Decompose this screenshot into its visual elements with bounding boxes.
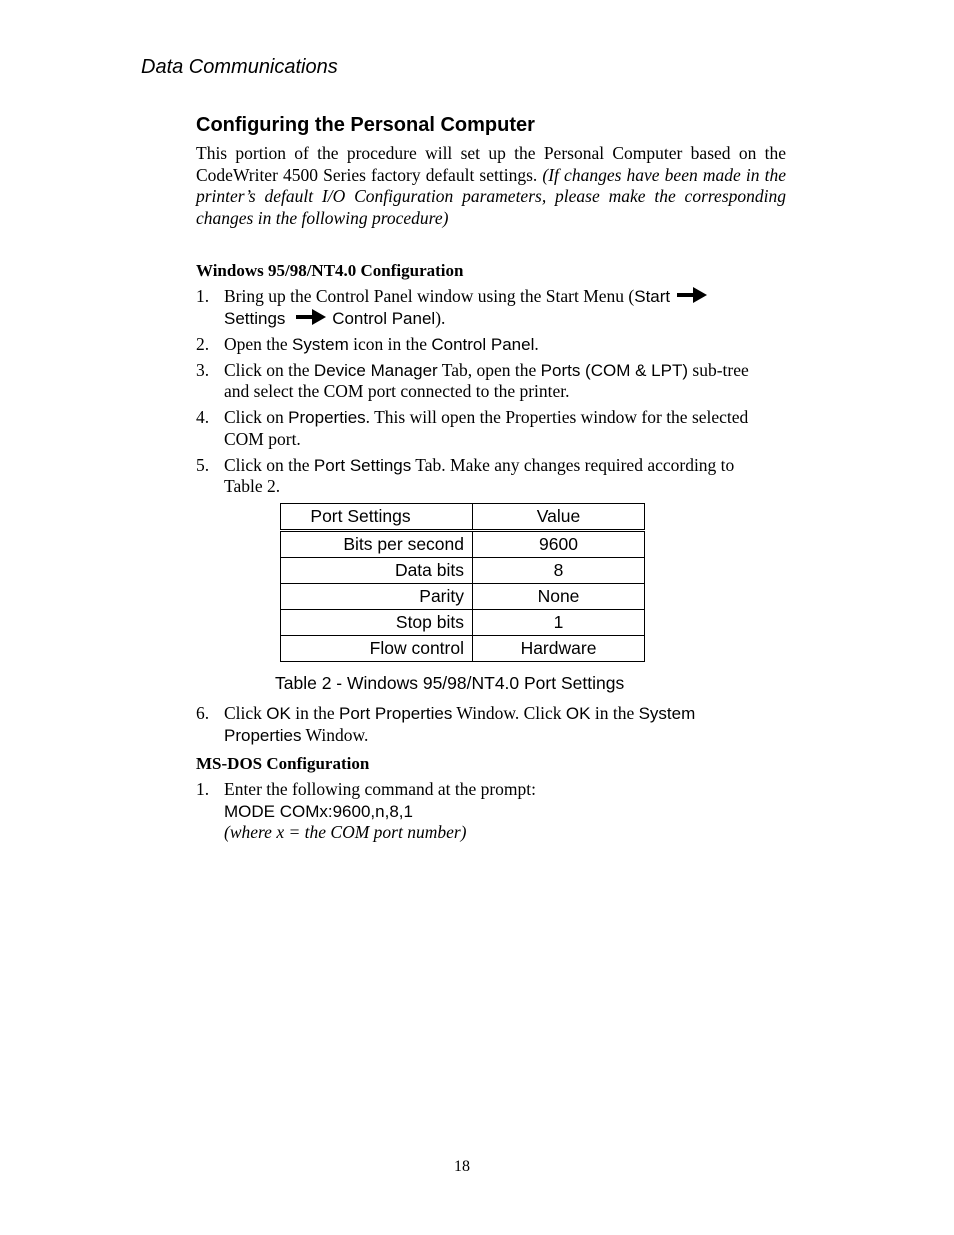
ui-control-panel: Control Panel [431, 334, 535, 354]
table-row [281, 584, 645, 610]
running-header: Data Communications [141, 56, 338, 78]
step-text-end: Window. [301, 724, 369, 745]
dos-heading: MS-DOS Configuration [196, 754, 370, 774]
step-text: Open the [224, 333, 293, 354]
table-cell: Flow control [281, 636, 473, 662]
command-text: MODE COMx:9600,n,8,1 [224, 801, 413, 821]
step-4 [196, 407, 774, 450]
ui-device-manager: Device Manager [313, 360, 438, 380]
table-cell: Data bits [281, 558, 473, 584]
step-text-end: . [534, 333, 539, 354]
ui-settings: Settings [224, 308, 286, 328]
step-text: Click on the [224, 454, 314, 475]
main-content [196, 112, 786, 848]
step-number: 5. [196, 454, 210, 475]
ui-control-panel: Control Panel [332, 308, 436, 328]
step-number: 3. [196, 359, 210, 380]
right-arrow-icon [296, 309, 326, 325]
ui-port-properties: Port Properties [338, 704, 453, 724]
ui-ok: OK [266, 704, 291, 724]
table-cell: Stop bits [281, 610, 473, 636]
step-number: 6. [196, 703, 210, 724]
step-text: in the [290, 703, 339, 724]
intro-text: This portion of the procedure will set up the Personal Computer based on the CodeWriter 4500 Series factory default settings. [196, 143, 786, 185]
step-text: in the [590, 703, 639, 724]
step-number: 1. [196, 286, 210, 307]
step-number: 2. [196, 333, 210, 354]
intro-italic-note: (If changes have been made in the printer’s default I/O Configuration parameters, please make the corresponding changes in the following procedure) [196, 164, 786, 228]
table-header-row [281, 504, 645, 531]
step-2 [196, 334, 774, 355]
table-header: Value [473, 504, 645, 531]
ui-ok: OK [565, 704, 591, 724]
ui-ports: Ports (COM & LPT) [540, 360, 689, 380]
ui-properties: Properties [288, 408, 366, 428]
step-text: Click [224, 703, 267, 724]
table-cell: Parity [281, 584, 473, 610]
table-row [281, 610, 645, 636]
step-number: 1. [196, 779, 210, 800]
step-text-end: Tab. Make any changes required according to Table 2. [224, 454, 735, 496]
section-title: Configuring the Personal Computer [196, 114, 535, 136]
table-cell: None [473, 584, 645, 610]
step-3 [196, 360, 774, 403]
windows-steps [196, 286, 786, 497]
dos-step-1 [196, 779, 774, 843]
step-text: icon in the [348, 333, 432, 354]
step-5 [196, 455, 774, 498]
step-text: Click on [224, 407, 289, 428]
intro-paragraph [196, 143, 786, 229]
table-header: Port Settings [281, 504, 473, 531]
ui-system: System [292, 334, 349, 354]
table-row [281, 636, 645, 662]
table-caption: Table 2 - Windows 95/98/NT4.0 Port Settings [275, 673, 625, 694]
table-cell: 8 [473, 558, 645, 584]
table-row [281, 558, 645, 584]
table-cell: Bits per second [281, 531, 473, 558]
ui-system-properties: System Properties [224, 704, 696, 745]
step-text-end: ). [435, 307, 446, 328]
step-text-end: sub-tree and select the COM port connected to the printer. [224, 359, 749, 402]
windows-steps-continued [196, 703, 786, 746]
step-text: Click on the [224, 359, 314, 380]
ui-start: Start [634, 287, 671, 307]
dos-steps [196, 779, 786, 843]
table-cell: 1 [473, 610, 645, 636]
step-text-end: . This will open the Properties window for the selected COM port. [224, 407, 749, 449]
ui-port-settings: Port Settings [313, 455, 412, 475]
page-number: 18 [454, 1158, 470, 1175]
port-settings-table [280, 503, 645, 662]
step-number: 4. [196, 407, 210, 428]
step-text: Window. Click [452, 703, 566, 724]
command-note: (where x = the COM port number) [224, 822, 467, 843]
table-cell: 9600 [473, 531, 645, 558]
table-cell: Hardware [473, 636, 645, 662]
step-text: Enter the following command at the prompt: [224, 779, 537, 800]
table-row [281, 531, 645, 558]
right-arrow-icon [677, 287, 707, 303]
windows-heading: Windows 95/98/NT4.0 Configuration [196, 261, 464, 281]
step-6 [196, 703, 774, 746]
step-text: Bring up the Control Panel window using the Start Menu ( [224, 286, 635, 307]
step-1 [196, 286, 774, 329]
step-text: Tab, open the [437, 359, 541, 380]
